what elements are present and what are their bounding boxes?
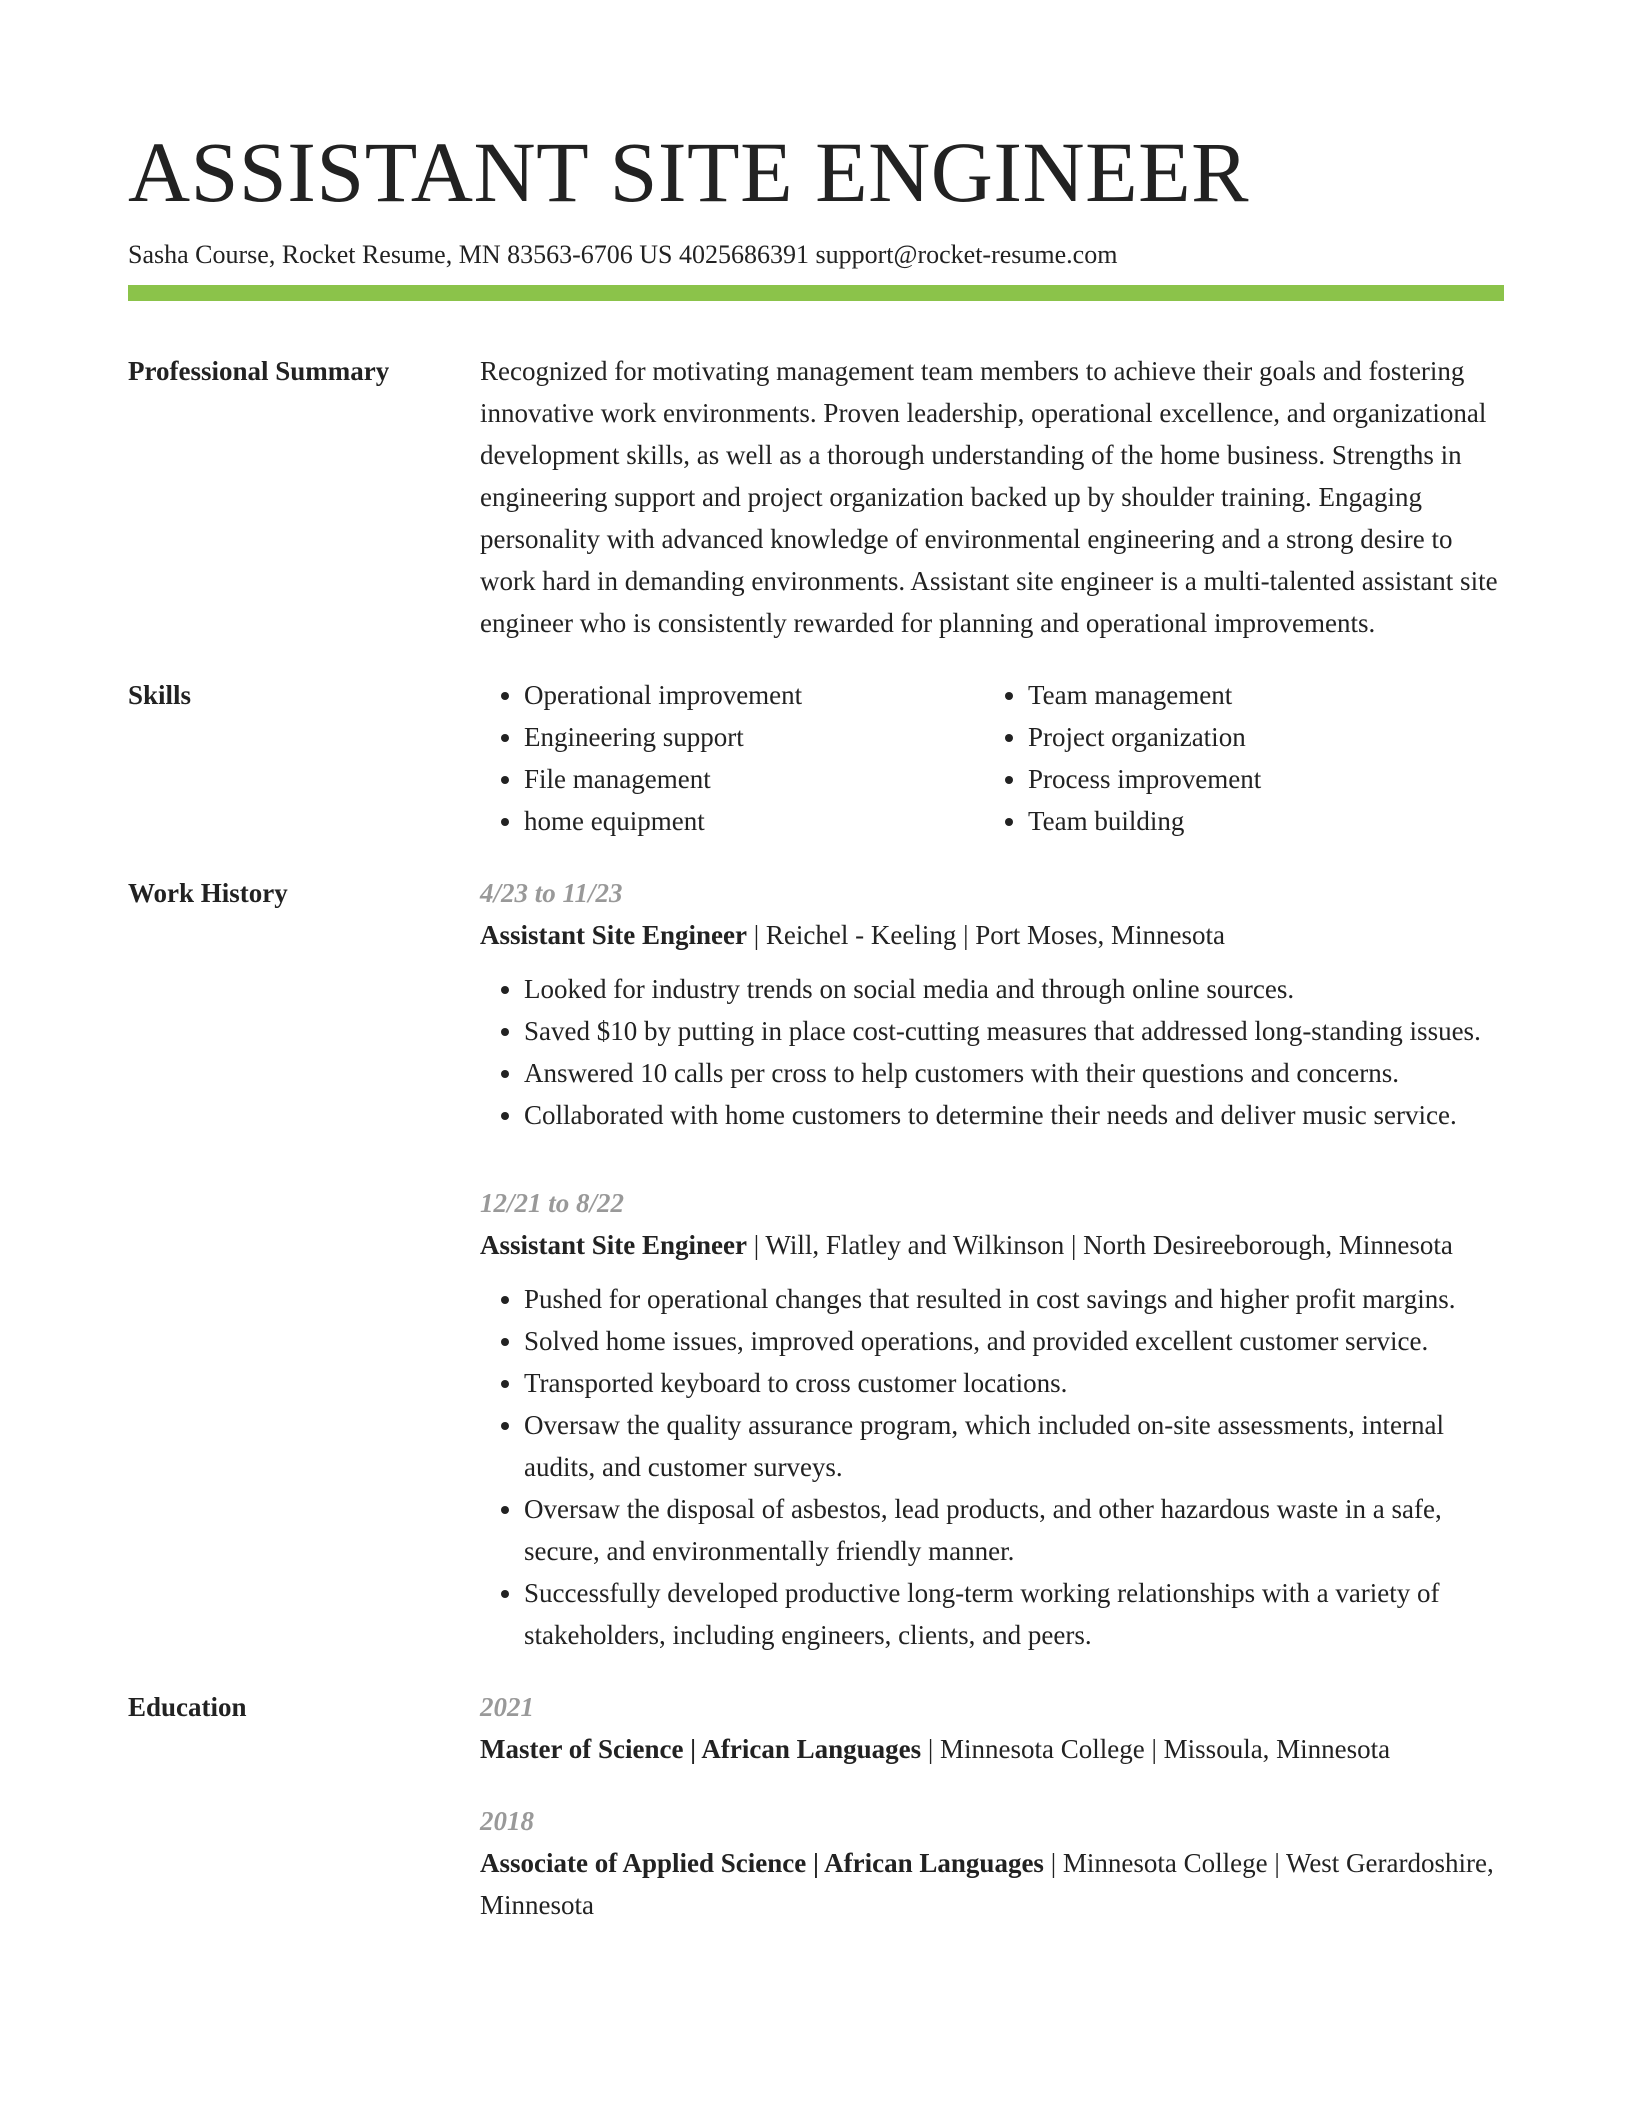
job-title: Assistant Site Engineer	[480, 920, 748, 950]
education-section	[128, 1686, 1504, 1956]
summary-text: Recognized for motivating management team members to achieve their goals and fostering innovative work environments. Proven leadership, operational excellence, and organizational development skills, as well as a thorough understanding of the home business. Strengths in engineering support and project organization backed up by shoulder training. Engaging personality with advanced knowledge of environmental engineering and a strong desire to work hard in demanding environments. Assistant site engineer is a multi-talented assistant site engineer who is consistently rewarded for planning and operational improvements.	[480, 356, 1498, 638]
education-entry	[480, 1686, 1504, 1770]
summary-body	[480, 350, 1504, 644]
skill-item: • File management	[524, 758, 984, 800]
education-details: | Minnesota College | Missoula, Minnesota	[921, 1734, 1391, 1764]
job-heading	[480, 1224, 1504, 1266]
summary-label: Professional Summary	[128, 356, 390, 386]
education-date: 2018	[480, 1806, 534, 1836]
job-entry	[480, 872, 1504, 1136]
education-heading	[480, 1728, 1504, 1770]
skills-list-right	[984, 674, 1488, 842]
skill-item: • home equipment	[524, 800, 984, 842]
accent-divider	[128, 285, 1504, 301]
job-bullet: • Transported keyboard to cross customer locations.	[524, 1362, 1504, 1404]
skill-item: • Process improvement	[1028, 758, 1488, 800]
job-date: 12/21 to 8/22	[480, 1188, 625, 1218]
work-history-label: Work History	[128, 878, 288, 908]
skills-section	[128, 674, 1504, 842]
skill-item: • Team building	[1028, 800, 1488, 842]
job-bullet: • Solved home issues, improved operations, and provided excellent customer service.	[524, 1320, 1504, 1362]
job-bullet: • Saved $10 by putting in place cost-cutting measures that addressed long-standing issues.	[524, 1010, 1504, 1052]
work-history-body	[480, 872, 1504, 1656]
education-degree: Master of Science | African Languages	[480, 1734, 922, 1764]
job-entry	[480, 1182, 1504, 1656]
skill-item: • Project organization	[1028, 716, 1488, 758]
job-bullet: • Oversaw the quality assurance program, which included on-site assessments, internal audits, and customer surveys.	[524, 1404, 1504, 1488]
job-bullets	[480, 968, 1504, 1136]
skills-list-left	[480, 674, 984, 842]
job-bullet: • Collaborated with home customers to determine their needs and deliver music service.	[524, 1094, 1504, 1136]
job-date: 4/23 to 11/23	[480, 878, 623, 908]
skill-item: • Engineering support	[524, 716, 984, 758]
work-history-section	[128, 872, 1504, 1656]
job-bullet: • Looked for industry trends on social media and through online sources.	[524, 968, 1504, 1010]
resume-sections	[128, 350, 1504, 1986]
job-details: | Will, Flatley and Wilkinson | North Desireeborough, Minnesota	[747, 1230, 1453, 1260]
skills-label: Skills	[128, 680, 192, 710]
education-heading	[480, 1842, 1504, 1926]
education-entry	[480, 1800, 1504, 1926]
job-bullet: • Oversaw the disposal of asbestos, lead products, and other hazardous waste in a safe, secure, and environmentally friendly manner.	[524, 1488, 1504, 1572]
job-bullet: • Pushed for operational changes that resulted in cost savings and higher profit margins.	[524, 1278, 1504, 1320]
job-details: | Reichel - Keeling | Port Moses, Minnesota	[747, 920, 1225, 950]
summary-section	[128, 350, 1504, 644]
job-bullets	[480, 1278, 1504, 1656]
skills-body	[480, 674, 1504, 842]
job-bullet: • Answered 10 calls per cross to help customers with their questions and concerns.	[524, 1052, 1504, 1094]
education-label: Education	[128, 1692, 247, 1722]
skill-item: • Team management	[1028, 674, 1488, 716]
education-degree: Associate of Applied Science | African Languages	[480, 1848, 1044, 1878]
resume-header	[128, 122, 1504, 272]
resume-title: ASSISTANT SITE ENGINEER	[128, 124, 1250, 220]
skill-item: • Operational improvement	[524, 674, 984, 716]
job-heading	[480, 914, 1504, 956]
job-title: Assistant Site Engineer	[480, 1230, 748, 1260]
contact-line: Sasha Course, Rocket Resume, MN 83563-6706 US 4025686391 support@rocket-resume.com	[128, 240, 1118, 269]
education-date: 2021	[480, 1692, 534, 1722]
education-details: | Minnesota College | West Gerardoshire, Minnesota	[480, 1848, 1494, 1920]
job-bullet: • Successfully developed productive long-term working relationships with a variety of stakeholders, including engineers, clients, and peers.	[524, 1572, 1504, 1656]
education-body	[480, 1686, 1504, 1956]
